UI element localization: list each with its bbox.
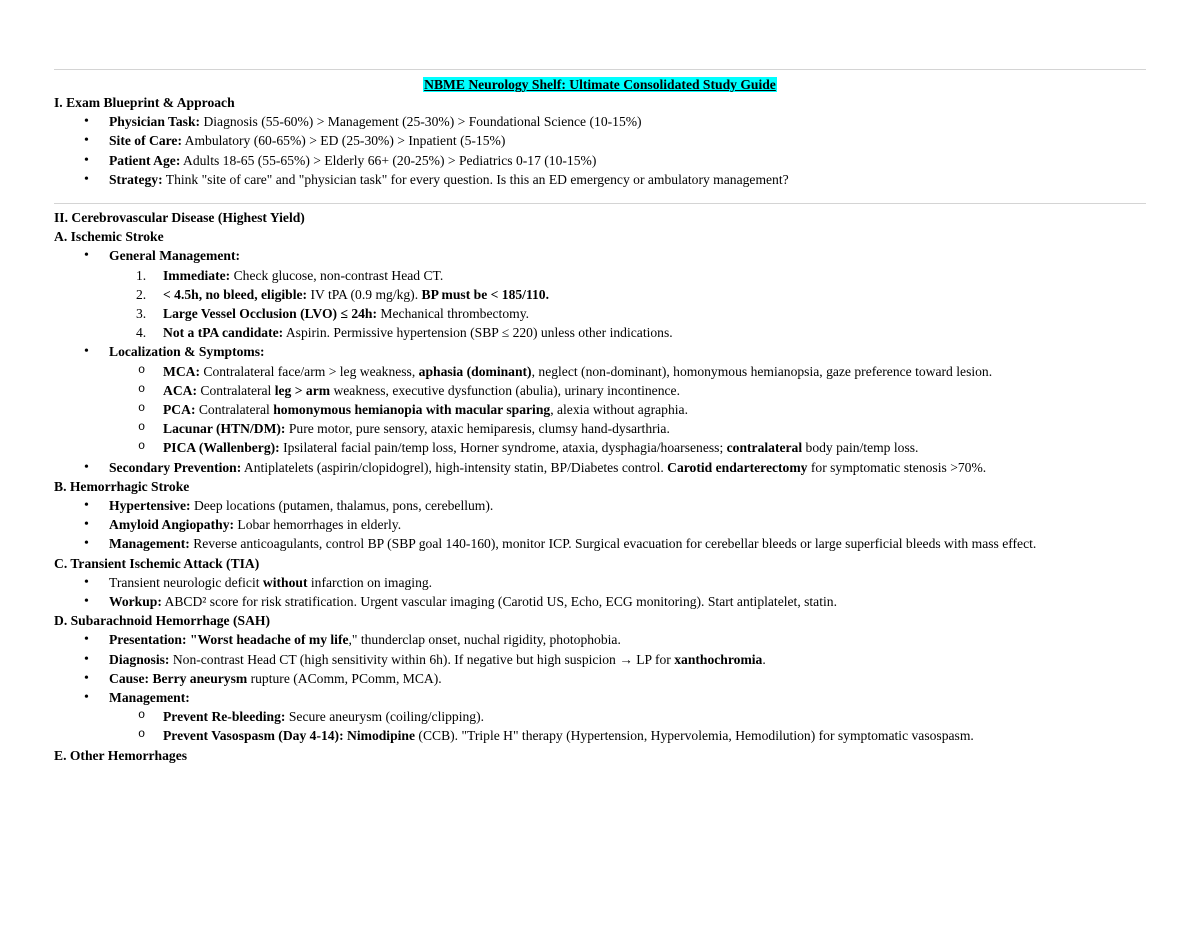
list-item: o Lacunar (HTN/DM): Pure motor, pure sensory, ataxic hemiparesis, clumsy hand-dysarthria.	[54, 419, 1146, 438]
bullet-list	[54, 496, 1146, 554]
list-item: o PCA: Contralateral homonymous hemianopia with macular sparing, alexia without agraphia.	[54, 400, 1146, 419]
list-item: • Presentation: "Worst headache of my life," thunderclap onset, nuchal rigidity, photophobia.	[54, 630, 1146, 649]
subsection-heading: D. Subarachnoid Hemorrhage (SAH)	[54, 613, 270, 629]
section-divider	[54, 203, 1146, 204]
list-item: • Hypertensive: Deep locations (putamen, thalamus, pons, cerebellum).	[54, 496, 1146, 515]
document-title: NBME Neurology Shelf: Ultimate Consolidated Study Guide	[424, 77, 776, 92]
list-item: o PICA (Wallenberg): Ipsilateral facial pain/temp loss, Horner syndrome, ataxia, dysphagia/hoarseness; contralateral body pain/temp loss.	[54, 438, 1146, 457]
list-item: o MCA: Contralateral face/arm > leg weakness, aphasia (dominant), neglect (non-dominant), homonymous hemianopsia, gaze preference toward lesion.	[54, 362, 1146, 381]
top-divider	[54, 69, 1146, 70]
list-item: o Prevent Re-bleeding: Secure aneurysm (coiling/clipping).	[54, 707, 1146, 726]
list-item: • Amyloid Angiopathy: Lobar hemorrhages in elderly.	[54, 515, 1146, 534]
list-item: • Management: Reverse anticoagulants, control BP (SBP goal 140-160), monitor ICP. Surgical evacuation for cerebellar bleeds or large superficial bleeds with mass effect.	[54, 534, 1146, 553]
list-item: • Diagnosis: Non-contrast Head CT (high sensitivity within 6h). If negative but high suspicion → LP for xanthochromia.	[54, 650, 1146, 669]
bullet-list	[54, 112, 1146, 189]
subsection-heading: E. Other Hemorrhages	[54, 747, 188, 763]
list-item: • Localization & Symptoms: o MCA: Contralateral face/arm > leg weakness, aphasia (dominant), neglect (non-dominant), homonymous hemianopsia, gaze preference toward lesion. o ACA: Contralateral leg > arm weakness, executive dysfunction (abulia), urinary incontinence. o PCA: Contralateral homonymous hemianopia with macular sparing, alexia without agraphia. o Lacunar (HTN/DM): Pure motor, pure sensory, ataxic hemiparesis, clumsy hand-dysarthria. o PICA (Wallenberg): Ipsilateral facial pain/temp loss, Horner syndrome, ataxia, dysphagia/hoarseness; contralateral body pain/temp loss.	[54, 342, 1146, 457]
bullet-list	[54, 573, 1146, 611]
section-heading: I. Exam Blueprint & Approach	[54, 95, 235, 110]
list-item: • General Management: 1. Immediate: Check glucose, non-contrast Head CT. 2. < 4.5h, no bleed, eligible: IV tPA (0.9 mg/kg). BP must be < 185/110. 3. Large Vessel Occlusion (LVO) ≤ 24h: Mechanical thrombectomy. 4. Not a tPA candidate: Aspirin. Permissive hypertension (SBP ≤ 220) unless other indications.	[54, 246, 1146, 342]
list-item: o Prevent Vasospasm (Day 4-14): Nimodipine (CCB). "Triple H" therapy (Hypertension, Hypervolemia, Hemodilution) for symptomatic vasospasm.	[54, 726, 1146, 745]
section-exam-blueprint	[54, 93, 1146, 189]
list-item: • Patient Age: Adults 18-65 (55-65%) > Elderly 66+ (20-25%) > Pediatrics 0-17 (10-15%)	[54, 151, 1146, 170]
list-item: • Secondary Prevention: Antiplatelets (aspirin/clopidogrel), high-intensity statin, BP/Diabetes control. Carotid endarterectomy for symptomatic stenosis >70%.	[54, 458, 1146, 477]
numbered-list	[109, 266, 1146, 343]
title-row	[54, 75, 1146, 94]
list-item: o ACA: Contralateral leg > arm weakness, executive dysfunction (abulia), urinary incontinence.	[54, 381, 1146, 400]
subsection-heading: B. Hemorrhagic Stroke	[54, 478, 190, 494]
bullet-list	[54, 246, 1146, 476]
list-item: 1. Immediate: Check glucose, non-contrast Head CT.	[136, 267, 444, 283]
subsection-heading: A. Ischemic Stroke	[54, 229, 164, 245]
section-heading: II. Cerebrovascular Disease (Highest Yield)	[54, 210, 305, 225]
list-item: • Physician Task: Diagnosis (55-60%) > Management (25-30%) > Foundational Science (10-15%)	[54, 112, 1146, 131]
list-item: • Transient neurologic deficit without infarction on imaging.	[54, 573, 1146, 592]
subsection-heading: C. Transient Ischemic Attack (TIA)	[54, 555, 260, 571]
bullet-list	[54, 630, 1146, 745]
list-item: • Site of Care: Ambulatory (60-65%) > ED (25-30%) > Inpatient (5-15%)	[54, 131, 1146, 150]
sub-list	[109, 707, 1146, 745]
list-item: • Workup: ABCD² score for risk stratification. Urgent vascular imaging (Carotid US, Echo, ECG monitoring). Start antiplatelet, statin.	[54, 592, 1146, 611]
list-item: • Management: o Prevent Re-bleeding: Secure aneurysm (coiling/clipping). o Prevent Vasospasm (Day 4-14): Nimodipine (CCB). "Triple H" therapy (Hypertension, Hypervolemia, Hemodilution) for symptomatic vasospasm.	[54, 688, 1146, 746]
list-item: • Strategy: Think "site of care" and "physician task" for every question. Is this an ED emergency or ambulatory management?	[54, 170, 1146, 189]
list-item: • Cause: Berry aneurysm rupture (AComm, PComm, MCA).	[54, 669, 1146, 688]
sub-list	[109, 362, 1146, 458]
list-item: 2. < 4.5h, no bleed, eligible: IV tPA (0.9 mg/kg). BP must be < 185/110.	[136, 286, 549, 302]
list-item: 3. Large Vessel Occlusion (LVO) ≤ 24h: Mechanical thrombectomy.	[136, 306, 530, 322]
list-item: 4. Not a tPA candidate: Aspirin. Permissive hypertension (SBP ≤ 220) unless other indications.	[136, 325, 673, 341]
section-cerebrovascular	[54, 208, 1146, 765]
